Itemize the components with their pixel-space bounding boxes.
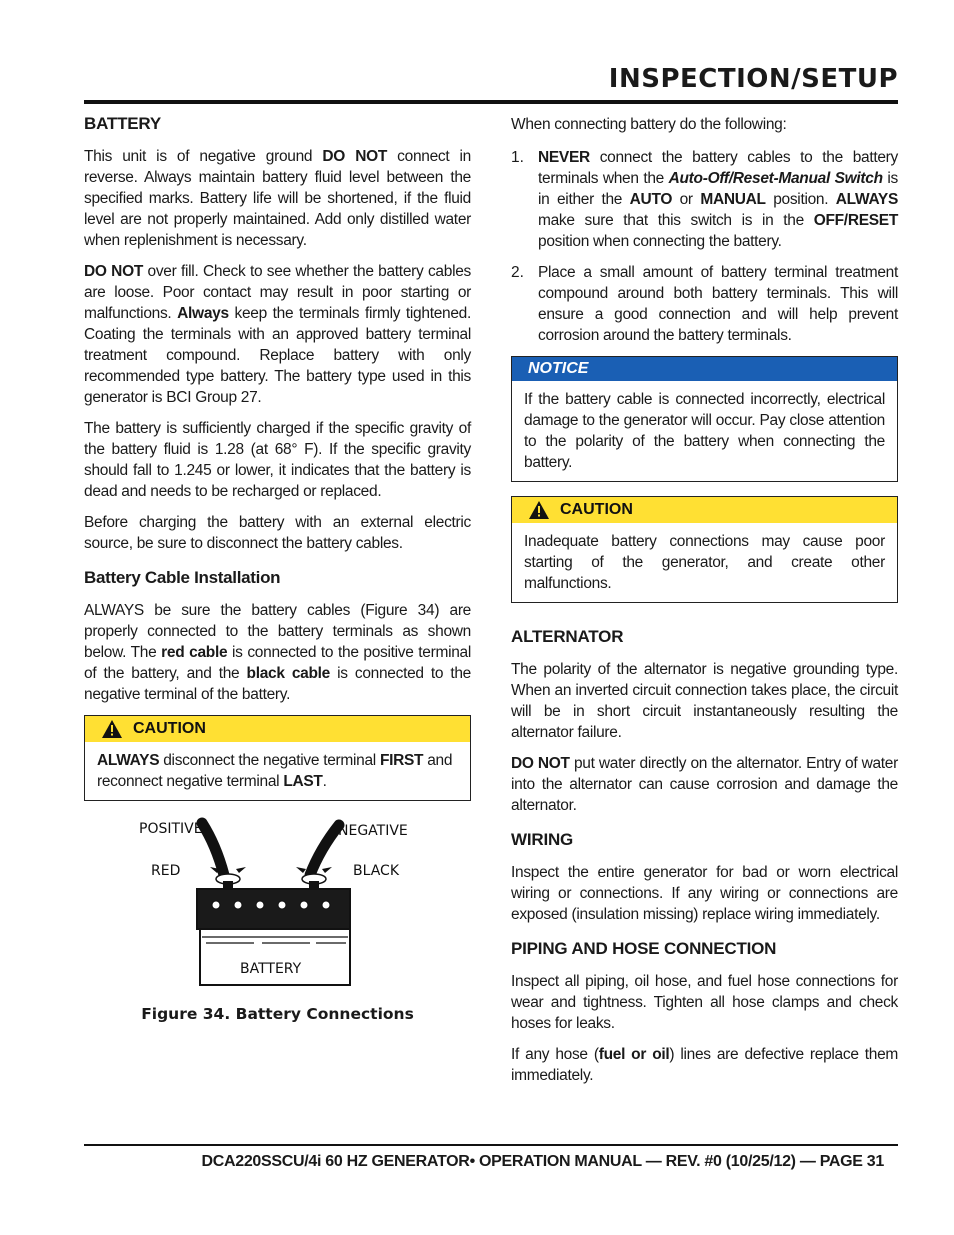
battery-label: BATTERY bbox=[240, 961, 302, 977]
negative-label: NEGATIVE bbox=[338, 823, 408, 839]
right-column bbox=[511, 114, 898, 1096]
connecting-intro: When connecting battery do the following: bbox=[511, 116, 787, 133]
piping-paragraph-1: Inspect all piping, oil hose, and fuel hose connections for wear and tightness. Tighten all hose clamps and check hoses for leaks. bbox=[511, 973, 898, 1032]
black-cable bbox=[310, 825, 339, 875]
battery-heading: BATTERY bbox=[84, 114, 161, 133]
battery-paragraph-3: The battery is sufficiently charged if the specific gravity of the battery fluid is 1.28 (at 68° F). If the specific gravity should fall to 1.245 or lower, it indicates that the battery is dead and needs to be recharged or replaced. bbox=[84, 420, 471, 500]
battery-diagram bbox=[84, 815, 471, 1005]
connection-caution-box bbox=[511, 496, 898, 603]
page-footer: DCA220SSCU/4i 60 HZ GENERATOR• OPERATION MANUAL — REV. #0 (10/25/12) — PAGE 31 bbox=[201, 1153, 884, 1170]
connecting-steps bbox=[511, 147, 898, 346]
battery-paragraph-4: Before charging the battery with an external electric source, be sure to disconnect the battery cables. bbox=[84, 514, 471, 552]
positive-label: POSITIVE bbox=[139, 821, 203, 837]
battery-paragraph-1: This unit is of negative ground DO NOT connect in reverse. Always maintain battery fluid level between the specified marks. Battery life will be shortened, if the fluid level are not properly maintained. Add only distilled water when replenishment is necessary. bbox=[84, 148, 471, 249]
black-label: BLACK bbox=[353, 863, 400, 879]
caution-body: Inadequate battery connections may cause poor starting of the generator, and create other malfunctions. bbox=[524, 533, 885, 592]
left-column bbox=[84, 114, 471, 1023]
caution-header: CAUTION bbox=[85, 716, 470, 742]
footer-rule bbox=[84, 1144, 898, 1146]
warning-triangle-icon bbox=[528, 500, 550, 520]
alternator-heading: ALTERNATOR bbox=[511, 627, 624, 646]
red-label: RED bbox=[151, 863, 181, 879]
red-cable bbox=[202, 823, 224, 875]
step-1: 1. NEVER connect the battery cables to the battery terminals when the Auto-Off/Reset-Manual Switch is in either the AUTO or MANUAL position. ALWAYS make sure that this switch is in the OFF/RESET position when connecting the battery. bbox=[511, 149, 899, 250]
caution-header: CAUTION bbox=[512, 497, 897, 523]
piping-heading: PIPING AND HOSE CONNECTION bbox=[511, 939, 777, 958]
battery-paragraph-2: DO NOT over fill. Check to see whether the battery cables are loose. Poor contact may result in poor starting or malfunctions. Always keep the terminals firmly tightened. Coating the terminals with an approved battery terminal treatment compound. Replace battery with only recommended type battery. The battery type used in this generator is BCI Group 27. bbox=[84, 263, 471, 406]
step-2: 2. Place a small amount of battery terminal treatment compound around both battery terminals. This will ensure a good connection and will help prevent corrosion around the battery terminals. bbox=[511, 264, 898, 344]
caution-body: ALWAYS disconnect the negative terminal FIRST and reconnect negative terminal LAST. bbox=[97, 752, 453, 790]
warning-triangle-icon bbox=[101, 719, 123, 739]
notice-header: NOTICE bbox=[512, 357, 897, 381]
page-title: INSPECTION/SETUP bbox=[608, 64, 898, 94]
wiring-heading: WIRING bbox=[511, 830, 574, 849]
alternator-paragraph-1: The polarity of the alternator is negative grounding type. When an inverted circuit connection takes place, the circuit will be in short circuit instantaneously resulting the alternator failure. bbox=[511, 661, 898, 741]
piping-paragraph-2: If any hose (fuel or oil) lines are defective replace them immediately. bbox=[511, 1046, 899, 1084]
notice-box bbox=[511, 356, 898, 482]
notice-body: If the battery cable is connected incorrectly, electrical damage to the generator will occur. Pay close attention to the polarity of the battery when connecting the battery. bbox=[524, 391, 885, 471]
cable-caution-box bbox=[84, 715, 471, 801]
alternator-paragraph-2: DO NOT put water directly on the alternator. Entry of water into the alternator can cause corrosion and damage the alternator. bbox=[511, 755, 898, 814]
cable-paragraph: ALWAYS be sure the battery cables (Figure 34) are properly connected to the battery terminals as shown below. The red cable is connected to the positive terminal of the battery, and the black cable is connected to the negative terminal of the battery. bbox=[84, 602, 472, 703]
figure-caption: Figure 34. Battery Connections bbox=[141, 1005, 414, 1023]
cable-installation-heading: Battery Cable Installation bbox=[84, 568, 281, 587]
header-rule bbox=[84, 100, 898, 104]
battery-connections-figure bbox=[84, 815, 471, 1005]
wiring-paragraph: Inspect the entire generator for bad or worn electrical wiring or connections. If any wiring or connections are exposed (insulation missing) replace wiring immediately. bbox=[511, 864, 898, 923]
